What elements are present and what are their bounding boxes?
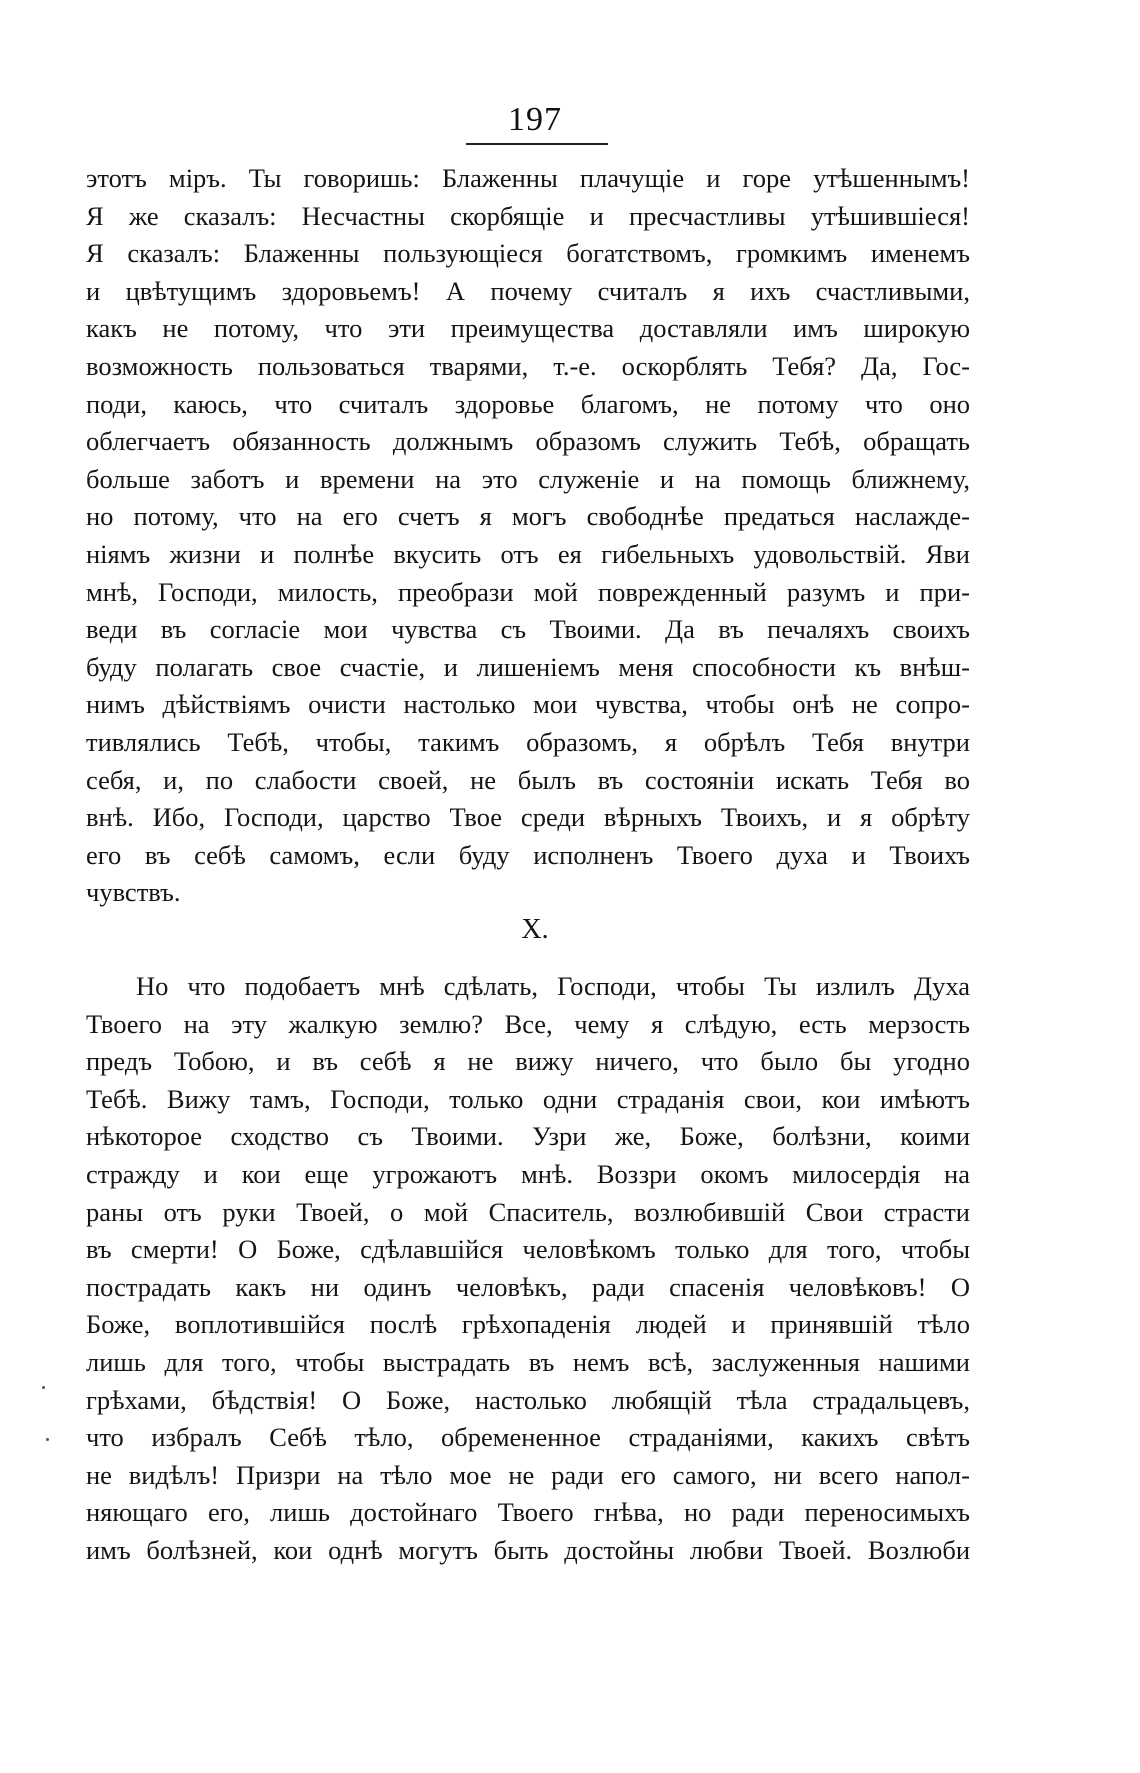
- text-line: его въ себѣ самомъ, если буду исполненъ Твоего духа и Твоихъ: [86, 839, 970, 870]
- text-line: ніямъ жизни и полнѣе вкусить отъ ея гибельныхъ удовольствій. Яви: [86, 538, 970, 569]
- text-line: въ смерти! О Боже, сдѣлавшійся человѣкомъ только для того, чтобы: [86, 1234, 970, 1265]
- text-line: Твоего на эту жалкую землю? Все, чему я слѣдую, есть мерзость: [86, 1008, 970, 1039]
- text-line: Боже, воплотившійся послѣ грѣхопаденія людей и принявшій тѣло: [86, 1309, 970, 1340]
- text-line: какъ не потому, что эти преимущества доставляли имъ широкую: [86, 313, 970, 344]
- text-line: раны отъ руки Твоей, о мой Спаситель, возлюбившій Свои страсти: [86, 1196, 970, 1227]
- text-line: нѣкоторое сходство съ Твоими. Узри же, Боже, болѣзни, коими: [86, 1121, 970, 1152]
- text-line: что избралъ Себѣ тѣло, обремененное страданіями, какихъ свѣтъ: [86, 1422, 970, 1453]
- text-line: не видѣлъ! Призри на тѣло мое не ради его самого, ни всего напол-: [86, 1459, 970, 1490]
- text-line: Я же сказалъ: Несчастны скорбящіе и пресчастливы утѣшившіеся!: [86, 200, 970, 231]
- text-line: лишь для того, чтобы выстрадать въ немъ всѣ, заслуженныя нашими: [86, 1346, 970, 1377]
- page-number-rule: [466, 143, 608, 145]
- text-line: предъ Тобою, и въ себѣ я не вижу ничего, что было бы угодно: [86, 1046, 970, 1077]
- text-line: пострадать какъ ни одинъ человѣкъ, ради спасенія человѣковъ! О: [86, 1271, 970, 1302]
- text-line: возможность пользоваться тварями, т.-е. оскорблять Тебя? Да, Гос-: [86, 350, 970, 381]
- text-line: себя, и, по слабости своей, не былъ въ состояніи искать Тебя во: [86, 764, 970, 795]
- paragraph-continued: [86, 160, 970, 912]
- text-line: облегчаетъ обязанность должнымъ образомъ служить Тебѣ, обращать: [86, 426, 970, 457]
- text-line: и цвѣтущимъ здоровьемъ! А почему считалъ я ихъ счастливыми,: [86, 275, 970, 306]
- scan-speck: [46, 1438, 49, 1441]
- text-line: няющаго его, лишь достойнаго Твоего гнѣва, но ради переносимыхъ: [86, 1497, 970, 1528]
- text-line: тивлялись Тебѣ, чтобы, такимъ образомъ, я обрѣлъ Тебя внутри: [86, 726, 970, 757]
- text-line: внѣ. Ибо, Господи, царство Твое среди вѣрныхъ Твоихъ, и я обрѣту: [86, 802, 970, 833]
- text-line: чувствъ.: [86, 877, 181, 908]
- text-line: нимъ дѣйствіямъ очисти настолько мои чувства, чтобы онѣ не сопро-: [86, 689, 970, 720]
- text-line: этотъ міръ. Ты говоришь: Блаженны плачущіе и горе утѣшеннымъ!: [86, 163, 970, 193]
- text-line: Я сказалъ: Блаженны пользующіеся богатствомъ, громкимъ именемъ: [86, 238, 970, 269]
- text-line: поди, каюсь, что считалъ здоровье благомъ, не потому что оно: [86, 388, 970, 419]
- text-line: грѣхами, бѣдствія! О Боже, настолько любящій тѣла страдальцевъ,: [86, 1384, 970, 1415]
- text-line: но потому, что на его счетъ я могъ свободнѣе предаться наслажде-: [86, 501, 970, 532]
- paragraph-section-x: [86, 968, 970, 1570]
- text-line: больше заботъ и времени на это служеніе и на помощь ближнему,: [86, 463, 970, 494]
- page-number: 197: [508, 101, 562, 138]
- text-line: веди въ согласіе мои чувства съ Твоими. Да въ печаляхъ своихъ: [86, 614, 970, 645]
- text-line: мнѣ, Господи, милость, преобрази мой поврежденный разумъ и при-: [86, 576, 970, 607]
- text-line: буду полагать свое счастіе, и лишеніемъ меня способности къ внѣш-: [86, 651, 970, 682]
- scan-speck: [42, 1386, 45, 1389]
- text-line: имъ болѣзней, кои однѣ могутъ быть достойны любви Твоей. Возлюби: [86, 1534, 970, 1565]
- text-line: Но что подобаетъ мнѣ сдѣлать, Господи, чтобы Ты излилъ Духа: [136, 971, 970, 1001]
- text-line: Тебѣ. Вижу тамъ, Господи, только одни страданія свои, кои имѣютъ: [86, 1083, 970, 1114]
- text-line: стражду и кои еще угрожаютъ мнѣ. Воззри окомъ милосердія на: [86, 1158, 970, 1189]
- section-heading: X.: [521, 914, 549, 945]
